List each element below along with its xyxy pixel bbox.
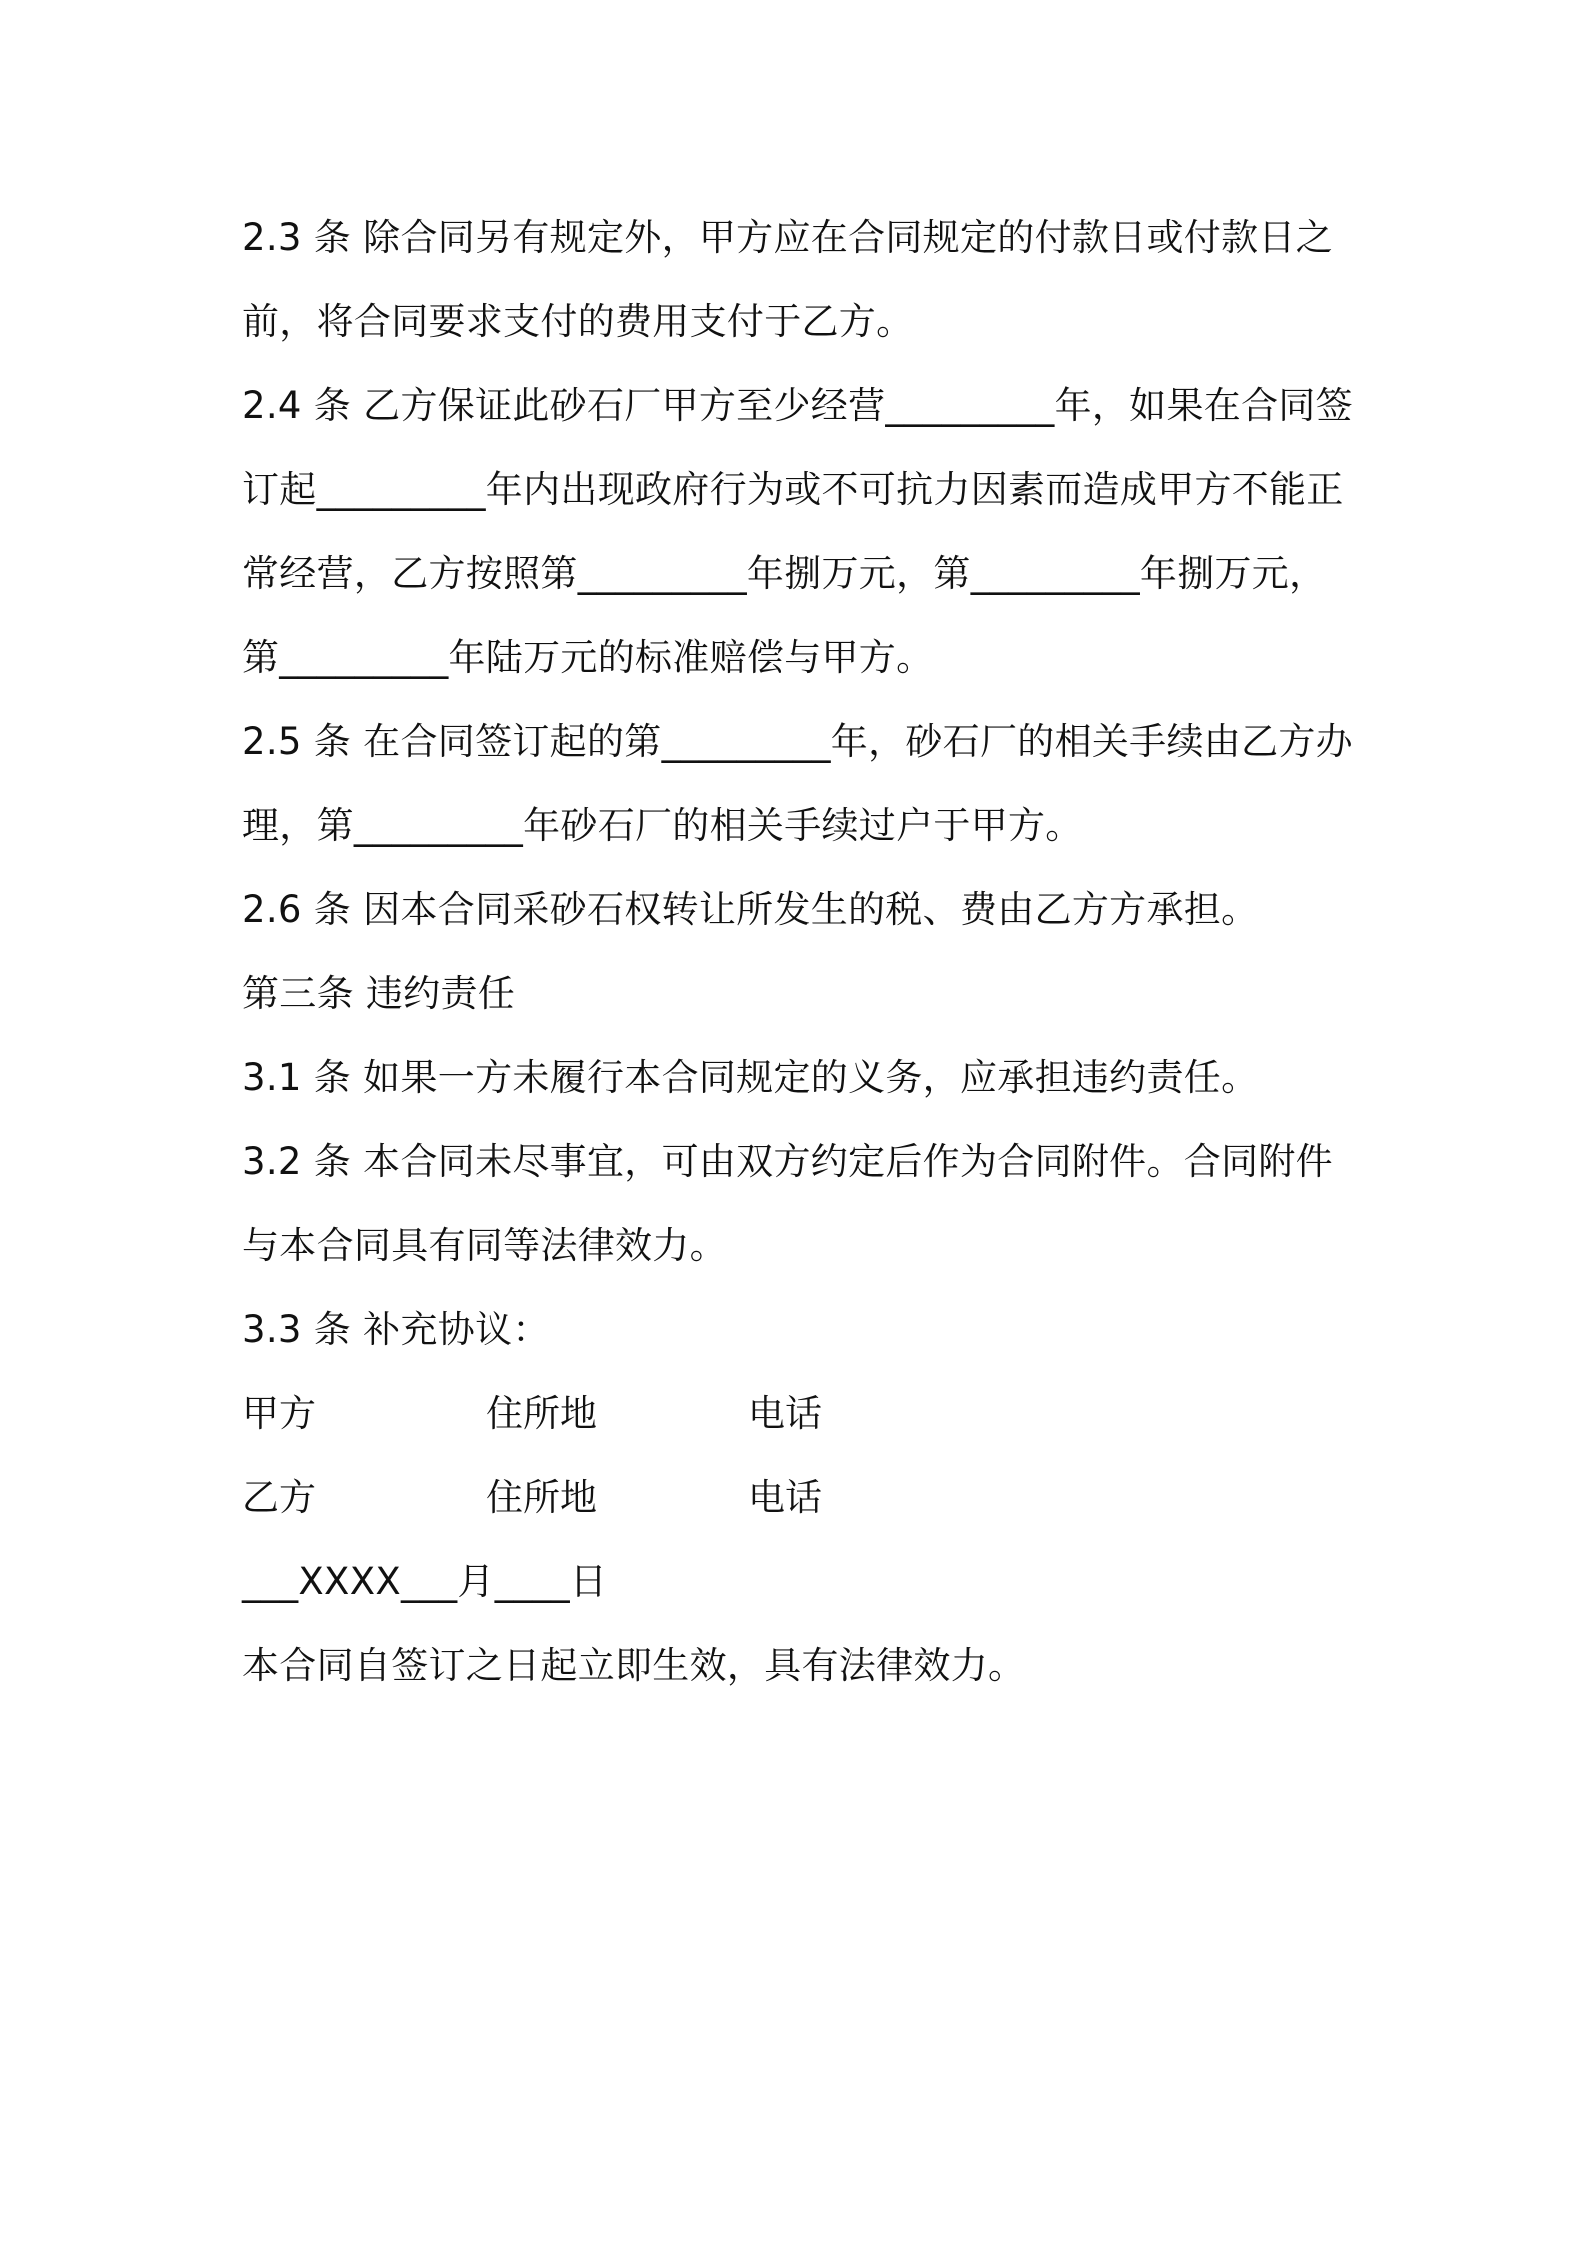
clause-2-4-line-2: 订起_________年内出现政府行为或不可抗力因素而造成甲方不能正: [242, 468, 1344, 511]
date-line: ___XXXX___月____日: [242, 1560, 608, 1603]
party-b-name: 乙方: [242, 1476, 316, 1519]
party-a-name: 甲方: [242, 1392, 316, 1435]
clause-3-3: 3.3 条 补充协议：: [242, 1308, 550, 1351]
clause-2-5-line-1: 2.5 条 在合同签订起的第_________年，砂石厂的相关手续由乙方办: [242, 720, 1353, 763]
party-a-row: [242, 1372, 1362, 1456]
party-a-phone-label: 电话: [748, 1392, 822, 1435]
clause-3-2-line-2: 与本合同具有同等法律效力。: [242, 1224, 727, 1267]
clause-3-1: 3.1 条 如果一方未履行本合同规定的义务，应承担违约责任。: [242, 1056, 1259, 1099]
party-b-row: [242, 1456, 1362, 1540]
clause-2-4-line-3: 常经营，乙方按照第_________年捌万元，第_________年捌万元，: [242, 552, 1327, 595]
party-a-address-label: 住所地: [486, 1392, 597, 1435]
article-3-heading: 第三条 违约责任: [242, 972, 516, 1015]
clause-2-3-line-1: 2.3 条 除合同另有规定外，甲方应在合同规定的付款日或付款日之: [242, 216, 1333, 259]
clause-3-2-line-1: 3.2 条 本合同未尽事宜，可由双方约定后作为合同附件。合同附件: [242, 1140, 1333, 1183]
clause-2-5-line-2: 理，第_________年砂石厂的相关手续过户于甲方。: [242, 804, 1083, 847]
party-b-address-label: 住所地: [486, 1476, 597, 1519]
clause-2-4-line-1: 2.4 条 乙方保证此砂石厂甲方至少经营_________年，如果在合同签: [242, 384, 1353, 427]
clause-2-6: 2.6 条 因本合同采砂石权转让所发生的税、费由乙方方承担。: [242, 888, 1259, 931]
contract-body: [242, 196, 1362, 1708]
clause-2-3-line-2: 前，将合同要求支付的费用支付于乙方。: [242, 300, 914, 343]
party-b-phone-label: 电话: [748, 1476, 822, 1519]
closing-statement: 本合同自签订之日起立即生效，具有法律效力。: [242, 1644, 1026, 1687]
clause-2-4-line-4: 第_________年陆万元的标准赔偿与甲方。: [242, 636, 934, 679]
